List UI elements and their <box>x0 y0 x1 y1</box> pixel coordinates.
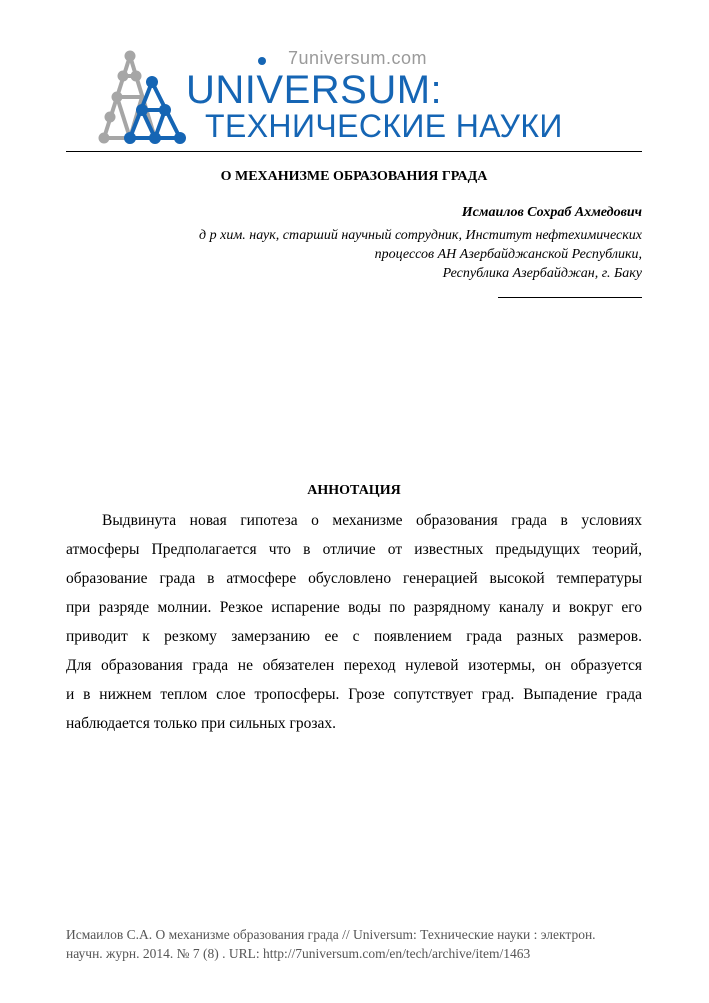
affiliation-line: д р хим. наук, старший научный сотрудник, Институт нефтехимических <box>199 228 642 243</box>
abstract-line: наблюдается только при сильных грозах. <box>66 715 336 732</box>
abstract-line: и в нижнем теплом слое тропосферы. Грозе сопутствует град. Выпадение града <box>66 686 642 703</box>
journal-brand-name: UNIVERSUM: <box>186 68 443 112</box>
triangle-lattice-logo-icon <box>92 46 192 146</box>
citation-line: научн. журн. 2014. № 7 (8) . URL: http://7universum.com/en/tech/archive/item/1463 <box>66 946 531 961</box>
abstract-line: атмосферы Предполагается что в отличие от известных предыдущих теорий, <box>66 541 642 558</box>
abstract-heading: АННОТАЦИЯ <box>307 483 401 498</box>
affiliation-line: процессов АН Азербайджанской Республики, <box>374 247 642 262</box>
citation-line: Исмаилов С.А. О механизме образования града // Universum: Технические науки : электрон. <box>66 927 596 942</box>
abstract-body <box>66 506 642 738</box>
journal-section-name: ТЕХНИЧЕСКИЕ НАУКИ <box>205 108 563 144</box>
abstract-line: Выдвинута новая гипотеза о механизме образования града в условиях <box>102 512 642 529</box>
abstract-line: Для образования града не обязателен переход нулевой изотермы, он образуется <box>66 657 642 674</box>
citation-footer <box>66 925 646 963</box>
abstract-line: при разряде молнии. Резкое испарение воды по разрядному каналу и вокруг его <box>66 599 642 616</box>
affiliation-line: Республика Азербайджан, г. Баку <box>442 266 642 281</box>
author-affiliation <box>82 226 642 283</box>
article-title: О МЕХАНИЗМЕ ОБРАЗОВАНИЯ ГРАДА <box>220 169 488 184</box>
header-divider <box>66 151 642 152</box>
author-name: Исмаилов Сохраб Ахмедович <box>461 205 642 220</box>
abstract-line: образование града в атмосфере обусловлено генерацией высокой температуры <box>66 570 642 587</box>
journal-header <box>66 40 642 152</box>
site-url: 7universum.com <box>288 48 428 68</box>
abstract-line: приводит к резкому замерзанию ее с появлением града разных размеров. <box>66 628 642 645</box>
author-divider <box>498 297 642 298</box>
